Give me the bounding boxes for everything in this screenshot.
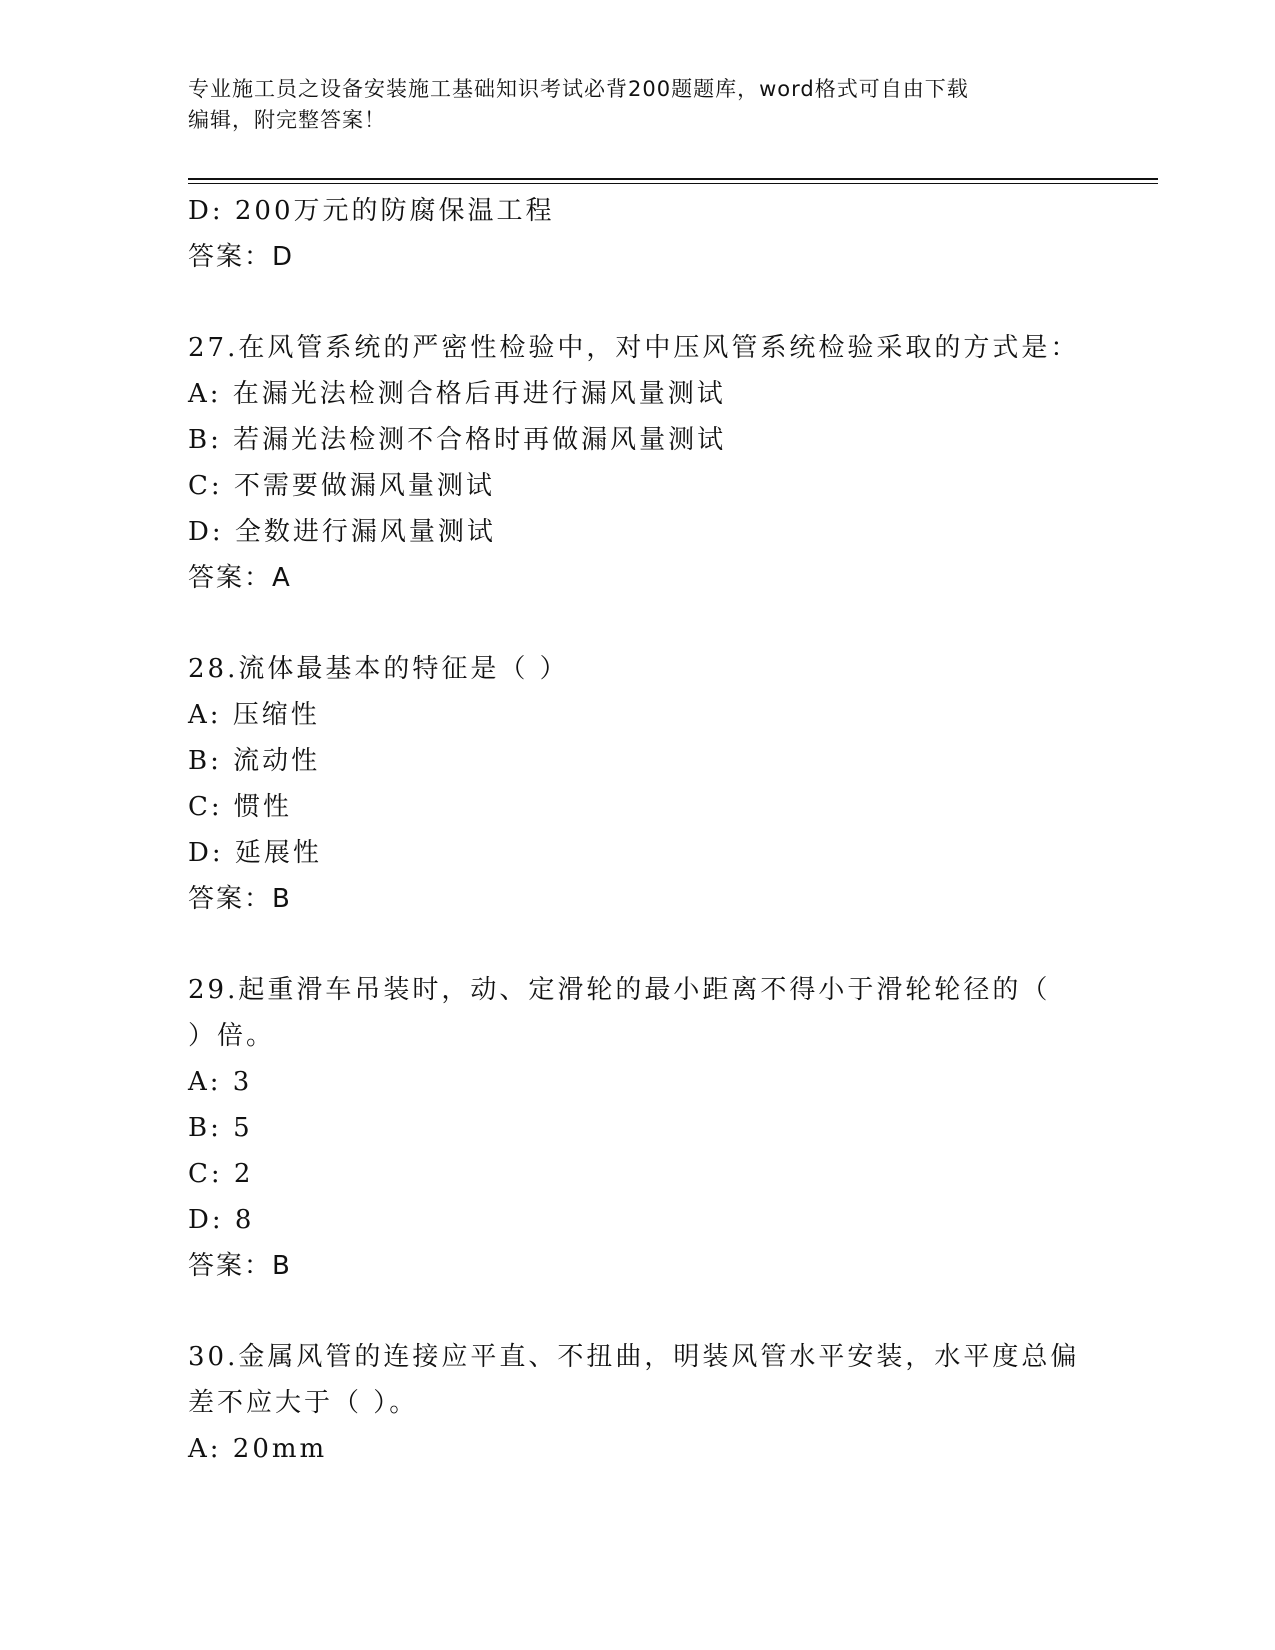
question-list [188, 188, 1088, 1472]
q28-option-c: C: 惯性 [188, 792, 292, 822]
q27-option-d: D: 全数进行漏风量测试 [188, 517, 496, 547]
q28-option-d: D: 延展性 [188, 838, 322, 868]
header-title-line-2: 编辑，附完整答案！ [188, 108, 386, 132]
q27-option-b: B: 若漏光法检测不合格时再做漏风量测试 [188, 425, 727, 455]
q28-option-b: B: 流动性 [188, 746, 321, 776]
q27-option-a: A: 在漏光法检测合格后再进行漏风量测试 [188, 379, 726, 409]
q29-question-line-2: ）倍。 [188, 1021, 276, 1051]
q29-option-b: B: 5 [188, 1113, 253, 1143]
question-30 [188, 1334, 1088, 1472]
spacer [188, 601, 1088, 646]
q28-question: 28.流体最基本的特征是（ ） [188, 654, 569, 684]
q30-option-a: A: 20mm [188, 1434, 328, 1464]
q26-answer: 答案：D [188, 242, 295, 272]
spacer [188, 922, 1088, 967]
header-divider-thin [188, 183, 1158, 184]
header-divider-thick [188, 178, 1158, 180]
document-header [188, 74, 1088, 136]
q29-option-c: C: 2 [188, 1159, 254, 1189]
q29-answer: 答案：B [188, 1251, 292, 1281]
q30-question-line-2: 差不应大于（ ）。 [188, 1388, 419, 1418]
question-26-tail [188, 188, 1088, 280]
spacer [188, 280, 1088, 325]
spacer [188, 1289, 1088, 1334]
question-29 [188, 967, 1088, 1289]
q29-question-line-1: 29.起重滑车吊装时，动、定滑轮的最小距离不得小于滑轮轮径的（ [188, 975, 1051, 1005]
q27-option-c: C: 不需要做漏风量测试 [188, 471, 495, 501]
question-28 [188, 646, 1088, 922]
q28-option-a: A: 压缩性 [188, 700, 320, 730]
q27-answer: 答案：A [188, 563, 292, 593]
q29-option-a: A: 3 [188, 1067, 253, 1097]
header-title-line-1: 专业施工员之设备安装施工基础知识考试必背200题题库，word格式可自由下载 [188, 77, 969, 101]
question-27 [188, 325, 1088, 601]
q29-option-d: D: 8 [188, 1205, 255, 1235]
q27-question: 27.在风管系统的严密性检验中，对中压风管系统检验采取的方式是： [188, 333, 1080, 363]
q26-option-d: D: 200万元的防腐保温工程 [188, 196, 555, 226]
q28-answer: 答案：B [188, 884, 292, 914]
q30-question-line-1: 30.金属风管的连接应平直、不扭曲，明装风管水平安装，水平度总偏 [188, 1342, 1080, 1372]
